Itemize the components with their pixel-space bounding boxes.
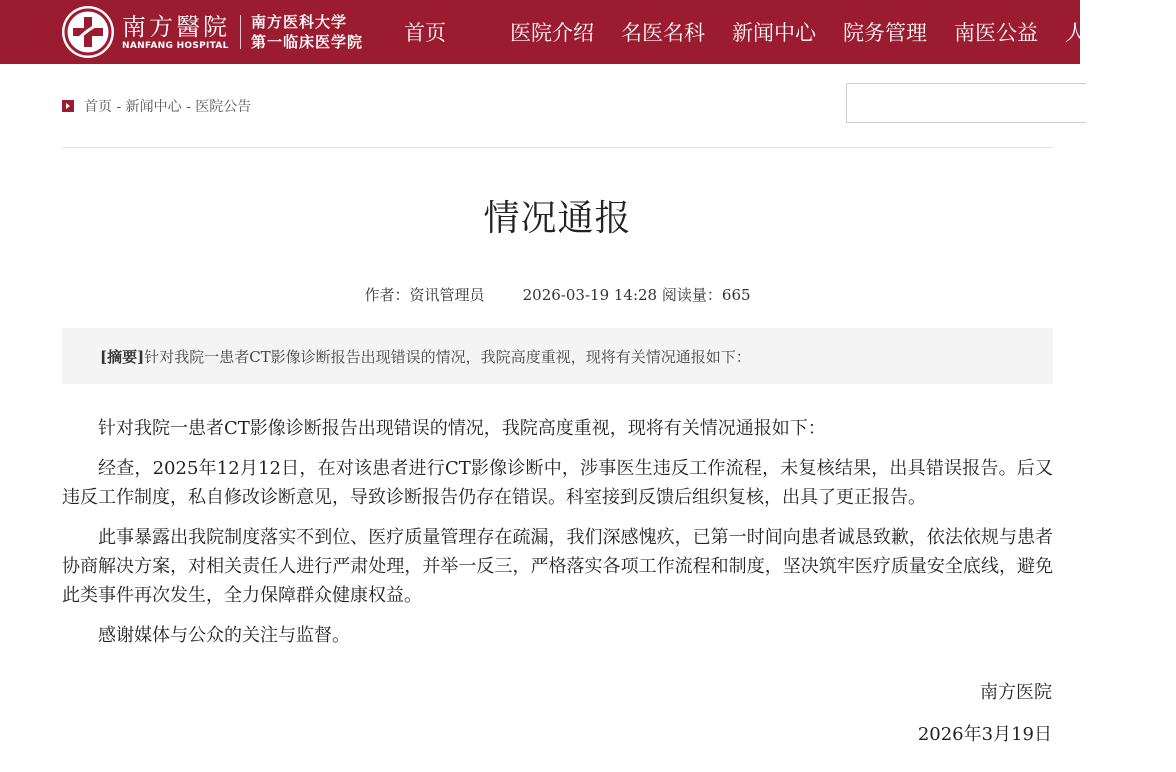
author-name: 资讯管理员 bbox=[409, 286, 485, 304]
hospital-logo[interactable] bbox=[62, 0, 363, 64]
hospital-emblem-icon bbox=[62, 6, 114, 58]
abstract-label: [摘要] bbox=[100, 347, 145, 366]
search-input[interactable] bbox=[846, 83, 1086, 123]
nav-charity[interactable]: 南医公益 bbox=[954, 21, 1038, 45]
divider bbox=[62, 147, 1053, 148]
signature-date: 2026年3月19日 bbox=[917, 724, 1052, 745]
nav-affairs[interactable]: 院务管理 bbox=[843, 21, 927, 45]
paragraph-3: 此事暴露出我院制度落实不到位、医疗质量管理存在疏漏，我们深感愧疚，已第一时间向患者诚恳致歉，依法依规与患者协商解决方案，对相关责任人进行严肃处理，并举一反三，严格落实各项工作流程和制度，坚决筑牢医疗质量安全底线，避免此类事件再次发生，全力保障群众健康权益。 bbox=[62, 527, 1053, 606]
abstract-text: 针对我院一患者CT影像诊断报告出现错误的情况，我院高度重视，现将有关情况通报如下： bbox=[144, 347, 751, 366]
nav-home[interactable]: 首页 bbox=[404, 21, 446, 45]
logo-text bbox=[122, 13, 230, 52]
logo-chinese-name: 南方醫院 bbox=[122, 12, 230, 41]
logo-divider bbox=[240, 15, 241, 49]
breadcrumb-home[interactable]: 首页 bbox=[84, 99, 112, 115]
views-count: 665 bbox=[721, 286, 751, 304]
breadcrumb-links bbox=[84, 96, 251, 116]
article-title: 情况通报 bbox=[483, 198, 632, 239]
nav-careers[interactable]: 人才招聘 bbox=[1065, 21, 1149, 45]
site-header bbox=[0, 0, 1149, 64]
signature: 南方医院 bbox=[980, 682, 1052, 703]
breadcrumb-separator: - bbox=[181, 99, 196, 115]
paragraph-1: 针对我院一患者CT影像诊断报告出现错误的情况，我院高度重视，现将有关情况通报如下： bbox=[98, 418, 826, 439]
article-abstract bbox=[62, 328, 1053, 384]
article-body bbox=[62, 414, 1053, 661]
logo-english-name: NANFANG HOSPITAL bbox=[122, 40, 229, 51]
author-label: 作者： bbox=[364, 286, 410, 304]
university-line-2: 第一临床医学院 bbox=[251, 33, 364, 51]
paragraph-2: 经查，2025年12月12日，在对该患者进行CT影像诊断中，涉事医生违反工作流程，未复核结果，出具错误报告。后又违反工作制度，私自修改诊断意见，导致诊断报告仍存在错误。科室接到反馈后组织复核，出具了更正报告。 bbox=[62, 458, 1053, 508]
breadcrumb-news[interactable]: 新闻中心 bbox=[125, 99, 182, 115]
university-line-1: 南方医科大学 bbox=[251, 13, 348, 31]
article-meta bbox=[0, 284, 1115, 305]
publish-datetime: 2026-03-19 14:28 bbox=[522, 286, 658, 304]
main-nav bbox=[404, 0, 1176, 64]
views-label: 阅读量： bbox=[661, 286, 722, 304]
breadcrumb bbox=[62, 94, 251, 118]
chevron-right-icon bbox=[62, 100, 74, 112]
university-name bbox=[251, 12, 363, 52]
nav-doctors[interactable]: 名医名科 bbox=[621, 21, 705, 45]
breadcrumb-separator: - bbox=[112, 99, 126, 115]
paragraph-4: 感谢媒体与公众的关注与监督。 bbox=[98, 625, 350, 646]
breadcrumb-announcements[interactable]: 医院公告 bbox=[195, 99, 252, 115]
nav-about[interactable]: 医院介绍 bbox=[510, 21, 594, 45]
nav-news[interactable]: 新闻中心 bbox=[732, 21, 816, 45]
